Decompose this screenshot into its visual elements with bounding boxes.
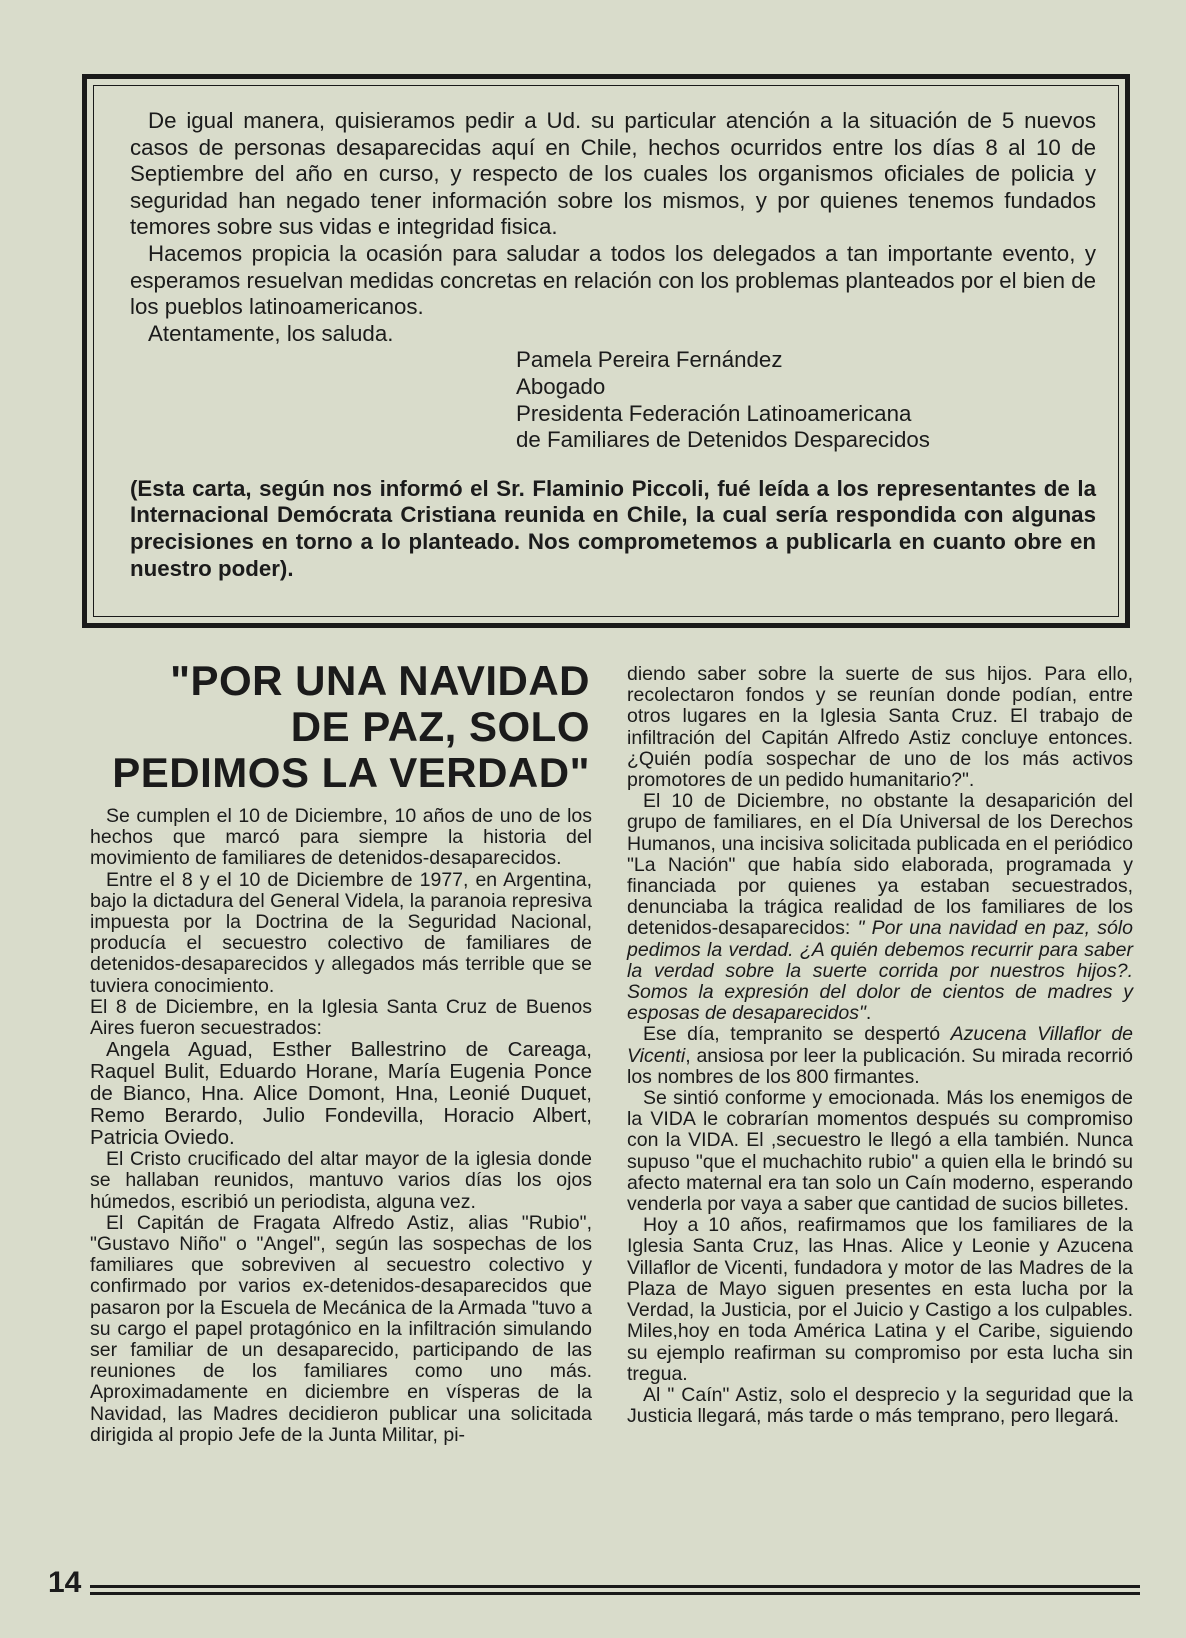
footer-rule bbox=[90, 1585, 1140, 1588]
headline-line-3: PEDIMOS LA VERDAD" bbox=[112, 749, 590, 796]
signature-position: Presidenta Federación Latinoamericana bbox=[516, 400, 912, 426]
signature-name: Pamela Pereira Fernández bbox=[516, 347, 783, 373]
editor-note: (Esta carta, según nos informó el Sr. Flaminio Piccoli, fué leída a los representantes de la Internacional Demócrata Cristiana reunida en Chile, la cual sería respondida con algunas precisiones en torno a lo planteado. Nos comprometemos a publicarla en cuanto obre en nuestro poder). bbox=[130, 475, 1096, 581]
headline-line-2: DE PAZ, SOLO bbox=[290, 703, 590, 750]
paragraph-text: . bbox=[865, 1002, 872, 1025]
article-right-column bbox=[627, 664, 1133, 1427]
article-paragraph bbox=[627, 1024, 1133, 1088]
article-paragraph: El 8 de Diciembre, en la Iglesia Santa Cruz de Buenos Aires fueron secuestrados: bbox=[90, 995, 592, 1040]
headline-line-1: "POR UNA NAVIDAD bbox=[170, 657, 590, 704]
signature-title: Abogado bbox=[516, 373, 606, 399]
paragraph-text: Ese día, tempranito se despertó bbox=[643, 1023, 951, 1046]
article-paragraph: Al " Caín" Astiz, solo el desprecio y la seguridad que la Justicia llegará, más tarde o más temprano, pero llegará. bbox=[627, 1383, 1133, 1428]
article-paragraph: Hoy a 10 años, reafirmamos que los familiares de la Iglesia Santa Cruz, las Hnas. Alice y Leonie y Azucena Villaflor de Vicenti, fundadora y motor de las Madres de la Plaza de Mayo siguen presentes en esta lucha por la Verdad, la Justicia, por el Juicio y Castigo a los culpables. Miles,hoy en toda América Latina y el Caribe, siguiendo su ejemplo reafirman su compromiso por esta lucha sin tregua. bbox=[627, 1214, 1133, 1385]
article-headline bbox=[110, 658, 590, 796]
solicitada-quote: " Por una navidad en paz, sólo pedimos la verdad. ¿A quién debemos recurrir para saber la verdad sobre la suerte corrida por nuestros hijos?. Somos la expresión del dolor de cientos de madres y esposas de desaparecidos" bbox=[627, 917, 1133, 1025]
letter-paragraph-2: Hacemos propicia la ocasión para saludar a todos los delegados a tan importante evento, y esperamos resuelvan medidas concretas en relación con los problemas planteados por el bien de los pueblos latinoamericanos. bbox=[130, 240, 1096, 320]
letter-box bbox=[82, 74, 1130, 628]
article-paragraph: Se sintió conforme y emocionada. Más los enemigos de la VIDA le cobrarían momentos después su compromiso con la VIDA. El ,secuestro le llegó a ella también. Nunca supuso "que el muchachito rubio" a quien ella le brindó su afecto maternal era tan solo un Caín moderno, esperando venderla por vaya a saber que cantidad de sucios billetes. bbox=[627, 1087, 1133, 1216]
paragraph-text: El 10 de Diciembre, no obstante la desaparición del grupo de familiares, en el Día Universal de los Derechos Humanos, una incisiva solicitada publicada en el periódico "La Nación" que había sido elaborada, programada y financiada por quienes ya estaban secuestrados, denunciaba la trágica realidad de los familiares de los detenidos-desaparecidos: bbox=[627, 790, 1133, 940]
article-paragraph: Se cumplen el 10 de Diciembre, 10 años de uno de los hechos que marcó para siempre la historia del movimiento de familiares de detenidos-desaparecidos. bbox=[90, 805, 592, 870]
article-paragraph: diendo saber sobre la suerte de sus hijos. Para ello, recolectaron fondos y se reunían donde podían, entre otros lugares en la Iglesia Santa Cruz. El trabajo de infiltración del Capitán Alfredo Astiz concluye entonces. ¿Quién podía sospechar de uno de los más activos promotores de un pedido humanitario?". bbox=[627, 663, 1133, 792]
article-paragraph bbox=[627, 791, 1133, 1024]
letter-closing: Atentamente, los saluda. bbox=[148, 320, 394, 346]
article-paragraph: El Capitán de Fragata Alfredo Astiz, alias "Rubio", "Gustavo Niño" o "Angel", según las sospechas de los familiares que sobreviven al secuestro colectivo y confirmado por varios ex-detenidos-desaparecidos que pasaron por la Escuela de Mecánica de la Armada "tuvo a su cargo el papel protagónico en la infiltración simulando ser familiar de un desaparecido, participando de las reuniones de los familiares como uno más. Aproximadamente en diciembre en vísperas de la Navidad, las Madres decidieron publicar una solicitada dirigida al propio Jefe de la Junta Militar, pi- bbox=[90, 1211, 592, 1446]
paragraph-text: , ansiosa por leer la publicación. Su mirada recorrió los nombres de los 800 firmantes. bbox=[627, 1044, 1133, 1088]
footer-rule bbox=[90, 1592, 1140, 1595]
article-paragraph: El Cristo crucificado del altar mayor de la iglesia donde se hallaban reunidos, mantuvo varios días los ojos húmedos, escribió un periodista, alguna vez. bbox=[90, 1148, 592, 1213]
victims-list: Angela Aguad, Esther Ballestrino de Careaga, Raquel Bulit, Eduardo Horane, María Eugenia Ponce de Bianco, Hna. Alice Domont, Hna, Leonié Duquet, Remo Berardo, Julio Fondevilla, Horacio Albert, Patricia Oviedo. bbox=[90, 1038, 592, 1150]
article-left-column bbox=[90, 806, 592, 1446]
page-number: 14 bbox=[48, 1566, 82, 1599]
page-footer bbox=[48, 1565, 1140, 1605]
person-name: Azucena Villaflor de Vicenti bbox=[627, 1023, 1134, 1067]
signature-organization: de Familiares de Detenidos Desparecidos bbox=[516, 427, 930, 453]
article-paragraph: Entre el 8 y el 10 de Diciembre de 1977, en Argentina, bajo la dictadura del General Videla, la paranoia represiva impuesta por la Doctrina de la Seguridad Nacional, producía el secuestro colectivo de familiares de detenidos-desaparecidos y allegados más terrible que se tuviera conocimiento. bbox=[90, 868, 592, 997]
letter-paragraph-1: De igual manera, quisieramos pedir a Ud. su particular atención a la situación de 5 nuevos casos de personas desaparecidas aquí en Chile, hechos ocurridos entre los días 8 al 10 de Septiembre del año en curso, y respecto de los cuales los organismos oficiales de policia y seguridad han negado tener información sobre los mismos, y por quienes tenemos fundados temores sobre sus vidas e integridad fisica. bbox=[130, 108, 1096, 240]
letter-frame bbox=[93, 85, 1119, 617]
